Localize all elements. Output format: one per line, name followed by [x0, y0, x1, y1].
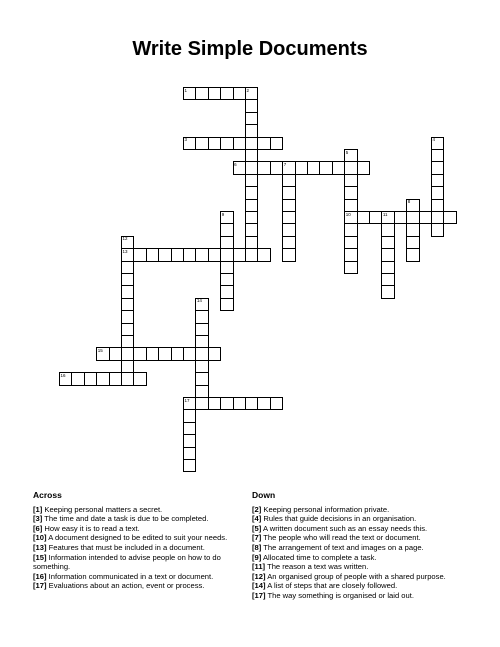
grid-cell[interactable]: [282, 211, 295, 224]
grid-cell[interactable]: [146, 248, 159, 261]
grid-cell[interactable]: [121, 285, 134, 298]
grid-cell[interactable]: [121, 273, 134, 286]
clue-text: The way something is organised or laid out.: [265, 590, 414, 600]
grid-cell[interactable]: [282, 174, 295, 187]
grid-cell[interactable]: [195, 347, 208, 360]
grid-cell[interactable]: [381, 261, 394, 274]
across-clue: [33, 505, 245, 515]
grid-cell[interactable]: [183, 409, 196, 422]
grid-cell[interactable]: [195, 385, 208, 398]
grid-cell[interactable]: [245, 186, 258, 199]
grid-cell[interactable]: [245, 161, 258, 174]
grid-cell[interactable]: [245, 211, 258, 224]
clue-label: [6]: [33, 523, 43, 533]
clue-label: [14]: [252, 581, 266, 591]
grid-cell[interactable]: [121, 335, 134, 348]
grid-cell[interactable]: [344, 186, 357, 199]
grid-cell[interactable]: [245, 112, 258, 125]
grid-cell[interactable]: [357, 161, 370, 174]
grid-cell[interactable]: [394, 211, 407, 224]
grid-cell[interactable]: [208, 137, 221, 150]
across-clue: [33, 543, 245, 553]
clue-label: [3]: [33, 514, 43, 524]
grid-cell[interactable]: [171, 248, 184, 261]
grid-cell[interactable]: [270, 397, 283, 410]
grid-cell[interactable]: [282, 186, 295, 199]
clue-number: 15: [97, 347, 103, 353]
grid-cell[interactable]: [121, 347, 134, 360]
grid-cell[interactable]: [171, 347, 184, 360]
grid-cell[interactable]: [195, 137, 208, 150]
across-clue: [33, 581, 245, 591]
down-clue: [252, 562, 477, 572]
clue-number: 17: [184, 397, 190, 403]
grid-cell[interactable]: [220, 223, 233, 236]
clue-text: Evaluations about an action, event or process.: [46, 581, 205, 591]
grid-cell[interactable]: [381, 273, 394, 286]
grid-cell[interactable]: [195, 310, 208, 323]
grid-cell[interactable]: [233, 87, 246, 100]
grid-cell[interactable]: [208, 87, 221, 100]
clue-label: [11]: [252, 562, 266, 572]
clue-number: 7: [283, 161, 287, 167]
grid-cell[interactable]: [84, 372, 97, 385]
grid-cell[interactable]: [245, 223, 258, 236]
grid-cell[interactable]: [245, 149, 258, 162]
grid-cell[interactable]: [381, 248, 394, 261]
clue-label: [4]: [252, 514, 262, 524]
grid-cell[interactable]: [282, 223, 295, 236]
page-title: Write Simple Documents: [132, 38, 368, 60]
grid-cell[interactable]: [282, 236, 295, 249]
down-clue: [252, 581, 477, 591]
across-clues: [33, 491, 245, 591]
grid-cell[interactable]: [195, 323, 208, 336]
grid-cell[interactable]: [270, 161, 283, 174]
clue-label: [15]: [33, 552, 47, 562]
grid-cell[interactable]: [208, 347, 221, 360]
grid-cell[interactable]: [133, 347, 146, 360]
grid-cell[interactable]: [245, 248, 258, 261]
grid-cell[interactable]: [431, 149, 444, 162]
grid-cell[interactable]: [257, 248, 270, 261]
down-clue: [252, 524, 477, 534]
grid-cell[interactable]: [344, 248, 357, 261]
grid-cell[interactable]: [183, 248, 196, 261]
down-clue: [252, 514, 477, 524]
grid-cell[interactable]: [270, 137, 283, 150]
grid-cell[interactable]: [220, 285, 233, 298]
grid-cell[interactable]: [381, 285, 394, 298]
grid-cell[interactable]: [406, 223, 419, 236]
grid-cell[interactable]: [233, 248, 246, 261]
clue-number: 11: [382, 211, 388, 217]
grid-cell[interactable]: [71, 372, 84, 385]
grid-cell[interactable]: [183, 434, 196, 447]
grid-cell[interactable]: [121, 298, 134, 311]
clue-number: 5: [345, 149, 349, 155]
grid-cell[interactable]: [443, 211, 456, 224]
grid-cell[interactable]: [431, 174, 444, 187]
grid-cell[interactable]: [344, 199, 357, 212]
across-heading: Across: [33, 490, 62, 500]
across-clue: [33, 524, 245, 534]
grid-cell[interactable]: [282, 248, 295, 261]
grid-cell[interactable]: [195, 335, 208, 348]
down-clues: [252, 491, 477, 601]
across-clue: [33, 514, 245, 524]
grid-cell[interactable]: [195, 372, 208, 385]
grid-cell[interactable]: [282, 199, 295, 212]
grid-cell[interactable]: [319, 161, 332, 174]
clue-number: 1: [184, 87, 188, 93]
down-clue: [252, 543, 477, 553]
grid-cell[interactable]: [146, 347, 159, 360]
across-clue: [33, 533, 245, 543]
grid-cell[interactable]: [344, 174, 357, 187]
clue-label: [5]: [252, 523, 262, 533]
grid-cell[interactable]: [245, 99, 258, 112]
grid-cell[interactable]: [419, 211, 432, 224]
grid-cell[interactable]: [183, 459, 196, 472]
clue-number: 8: [407, 199, 411, 205]
grid-cell[interactable]: [381, 236, 394, 249]
grid-cell[interactable]: [220, 137, 233, 150]
across-clue: [33, 553, 245, 572]
clue-label: [9]: [252, 552, 262, 562]
clue-label: [7]: [252, 533, 262, 543]
grid-cell[interactable]: [245, 236, 258, 249]
grid-cell[interactable]: [344, 236, 357, 249]
grid-cell[interactable]: [220, 236, 233, 249]
grid-cell[interactable]: [245, 174, 258, 187]
grid-cell[interactable]: [233, 137, 246, 150]
grid-cell[interactable]: [195, 397, 208, 410]
clue-text: Information intended to advise people on how to do something.: [33, 552, 221, 572]
grid-cell[interactable]: [257, 397, 270, 410]
clue-label: [10]: [33, 533, 47, 543]
clue-number: 4: [432, 137, 436, 143]
clue-text: The arrangement of text and images on a page.: [261, 542, 424, 552]
down-clue: [252, 533, 477, 543]
clue-label: [13]: [33, 542, 47, 552]
clue-number: 6: [234, 161, 237, 167]
down-clue: [252, 591, 477, 601]
grid-cell[interactable]: [220, 298, 233, 311]
grid-cell[interactable]: [183, 347, 196, 360]
down-clue-list: [252, 505, 477, 601]
grid-cell[interactable]: [121, 323, 134, 336]
grid-cell[interactable]: [369, 211, 382, 224]
grid-cell[interactable]: [220, 261, 233, 274]
grid-cell[interactable]: [406, 248, 419, 261]
grid-cell[interactable]: [158, 248, 171, 261]
grid-cell[interactable]: [233, 397, 246, 410]
grid-cell[interactable]: [344, 261, 357, 274]
clue-text: Rules that guide decisions in an organisation.: [261, 514, 417, 524]
grid-cell[interactable]: [431, 186, 444, 199]
grid-cell[interactable]: [245, 199, 258, 212]
grid-cell[interactable]: [431, 211, 444, 224]
grid-cell[interactable]: [121, 372, 134, 385]
clue-label: [12]: [252, 571, 266, 581]
clue-label: [17]: [252, 590, 266, 600]
grid-cell[interactable]: [195, 360, 208, 373]
grid-cell[interactable]: [431, 161, 444, 174]
clue-text: A list of steps that are closely followed.: [265, 581, 398, 591]
down-clue: [252, 572, 477, 582]
clue-text: Information communicated in a text or document.: [46, 571, 214, 581]
grid-cell[interactable]: [121, 310, 134, 323]
grid-cell[interactable]: [245, 137, 258, 150]
across-clue-list: [33, 505, 245, 591]
grid-cell[interactable]: [406, 211, 419, 224]
clue-text: A written document such as an essay needs this.: [261, 523, 428, 533]
clue-label: [8]: [252, 542, 262, 552]
across-clue: [33, 572, 245, 582]
clue-number: 16: [60, 372, 66, 378]
grid-cell[interactable]: [158, 347, 171, 360]
grid-cell[interactable]: [183, 422, 196, 435]
grid-cell[interactable]: [257, 137, 270, 150]
down-clue: [252, 505, 477, 515]
grid-cell[interactable]: [220, 87, 233, 100]
grid-cell[interactable]: [195, 87, 208, 100]
clue-text: A document designed to be edited to suit your needs.: [46, 533, 228, 543]
grid-cell[interactable]: [208, 248, 221, 261]
clue-number: 2: [246, 87, 250, 93]
grid-cell[interactable]: [195, 248, 208, 261]
clue-text: Allocated time to complete a task.: [261, 552, 377, 562]
clue-number: 3: [184, 137, 188, 143]
clue-label: [16]: [33, 571, 47, 581]
grid-cell[interactable]: [245, 124, 258, 137]
grid-cell[interactable]: [307, 161, 320, 174]
grid-cell[interactable]: [431, 223, 444, 236]
clue-label: [1]: [33, 504, 43, 514]
grid-cell[interactable]: [121, 360, 134, 373]
grid-cell[interactable]: [109, 372, 122, 385]
grid-cell[interactable]: [406, 236, 419, 249]
grid-cell[interactable]: [357, 211, 370, 224]
grid-cell[interactable]: [344, 223, 357, 236]
grid-cell[interactable]: [295, 161, 308, 174]
grid-cell[interactable]: [133, 372, 146, 385]
clue-text: The reason a text was written.: [265, 562, 369, 572]
clue-label: [2]: [252, 504, 262, 514]
grid-cell[interactable]: [245, 397, 258, 410]
grid-cell[interactable]: [220, 248, 233, 261]
grid-cell[interactable]: [220, 273, 233, 286]
clue-number: 12: [122, 236, 128, 242]
grid-cell[interactable]: [257, 161, 270, 174]
grid-cell[interactable]: [344, 161, 357, 174]
grid-cell[interactable]: [96, 372, 109, 385]
down-heading: Down: [252, 490, 276, 500]
clue-text: Keeping personal matters a secret.: [42, 504, 163, 514]
grid-cell[interactable]: [220, 397, 233, 410]
grid-cell[interactable]: [381, 223, 394, 236]
clue-text: The time and date a task is due to be completed.: [42, 514, 209, 524]
grid-cell[interactable]: [121, 261, 134, 274]
clue-number: 14: [196, 298, 202, 304]
grid-cell[interactable]: [133, 248, 146, 261]
clue-text: How easy it is to read a text.: [42, 523, 140, 533]
clue-label: [17]: [33, 581, 47, 591]
grid-cell[interactable]: [208, 397, 221, 410]
grid-cell[interactable]: [431, 199, 444, 212]
grid-cell[interactable]: [183, 447, 196, 460]
clue-number: 10: [345, 211, 351, 217]
grid-cell[interactable]: [332, 161, 345, 174]
clue-text: The people who will read the text or document.: [261, 533, 421, 543]
clue-number: 13: [122, 248, 128, 254]
clue-text: An organised group of people with a shared purpose.: [265, 571, 446, 581]
grid-cell[interactable]: [109, 347, 122, 360]
clue-text: Features that must be included in a document.: [46, 542, 205, 552]
clue-text: Keeping personal information private.: [261, 504, 390, 514]
clue-number: 9: [221, 211, 225, 217]
down-clue: [252, 553, 477, 563]
